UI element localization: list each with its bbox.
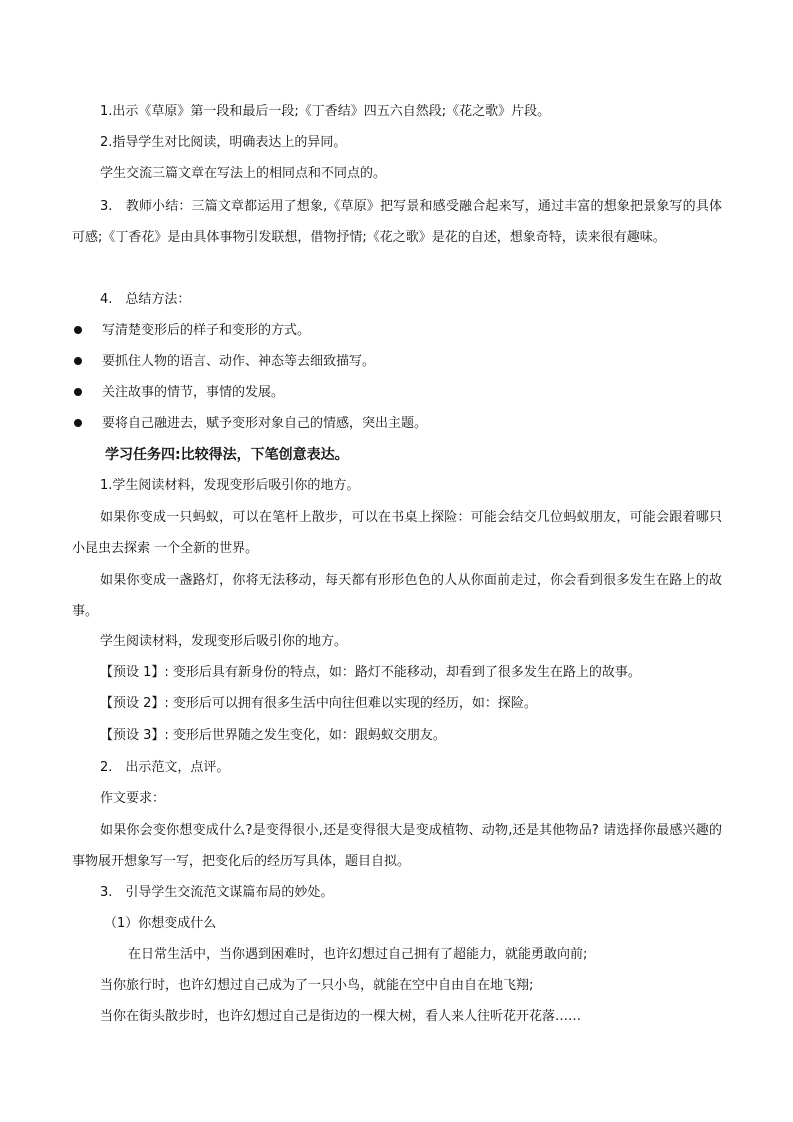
sample-line-3: 当你在街头散步时，也许幻想过自己是街边的一棵大树，看人来人往听花开花落…… (100, 1009, 582, 1024)
bullet-text: 写清楚变形后的样子和变形的方式。 (102, 323, 311, 338)
preset-1: 【预设 1】: 变形后具有新身份的特点，如：路灯不能移动，却看到了很多发生在路上的故事。 (100, 665, 641, 680)
bullet-text: 要将自己融进去，赋予变形对象自己的情感，突出主题。 (102, 416, 428, 431)
sample-line-2: 当你旅行时，也许幻想过自己成为了一只小鸟，就能在空中自由自在地飞翔; (100, 978, 534, 993)
task-four-heading: 学习任务四:比较得法，下笔创意表达。 (105, 447, 349, 463)
students-discuss-text: 学生交流三篇文章在写法上的相同点和不同点的。 (100, 166, 387, 181)
streetlight-example-paragraph: 如果你变成一盏路灯，你将无法移动，每天都有形形色色的人从你面前走过，你会看到很多发生在路上的故事。 (72, 573, 722, 619)
students-read-material: 学生阅读材料，发现变形后吸引你的地方。 (100, 634, 348, 649)
essay-requirements-label: 作文要求： (100, 791, 166, 806)
preset-2: 【预设 2】: 变形后可以拥有很多生活中向往但难以实现的经历，如：探险。 (100, 696, 537, 711)
guide-discussion-step: 3. 引导学生交流范文谋篇布局的妙处。 (100, 885, 334, 900)
bullet-item-1 (72, 322, 310, 340)
bullet-text: 要抓住人物的语言、动作、神态等去细致描写。 (102, 354, 376, 369)
bullet-item-2 (72, 353, 375, 371)
read-material-step: 1.学生阅读材料，发现变形后吸引你的地方。 (100, 478, 360, 493)
bullet-icon (74, 419, 82, 427)
step-2-compare-reading: 2.指导学生对比阅读，明确表达上的异同。 (100, 135, 347, 150)
bullet-icon (74, 326, 82, 334)
bullet-icon (74, 388, 82, 396)
subsection-what-to-become: （1）你想变成什么 (104, 916, 217, 931)
preset-3: 【预设 3】: 变形后世界随之发生变化，如：跟蚂蚁交朋友。 (100, 728, 446, 743)
bullet-item-3 (72, 384, 284, 402)
show-sample-essay: 2. 出示范文，点评。 (100, 760, 230, 775)
essay-requirements-paragraph: 如果你会变你想变成什么?是变得很小,还是变得很大是变成植物、动物,还是其他物品? 请选择你最感兴趣的事物展开想象写一写，把变化后的经历写具体，题目自拟。 (72, 823, 722, 869)
ant-example-paragraph: 如果你变成一只蚂蚁，可以在笔杆上散步，可以在书桌上探险：可能会结交几位蚂蚁朋友，可能会跟着哪只小昆虫去探索 一个全新的世界。 (72, 510, 722, 556)
step-1-show-excerpts: 1.出示《草原》第一段和最后一段;《丁香结》四五六自然段;《花之歌》片段。 (100, 104, 551, 119)
sample-line-1: 在日常生活中，当你遇到困难时，也许幻想过自己拥有了超能力，就能勇敢向前; (128, 947, 588, 962)
bullet-icon (74, 357, 82, 365)
step-4-summary-method: 4. 总结方法： (100, 292, 191, 307)
teacher-summary-paragraph: 3. 教师小结：三篇文章都运用了想象,《草原》把写景和感受融合起来写，通过丰富的想象把景象写的具体可感;《丁香花》是由具体事物引发联想，借物抒情;《花之歌》是花的自述，想象奇特，读来很有趣味。 (72, 199, 722, 245)
bullet-item-4 (72, 415, 427, 433)
bullet-text: 关注故事的情节，事情的发展。 (102, 385, 285, 400)
